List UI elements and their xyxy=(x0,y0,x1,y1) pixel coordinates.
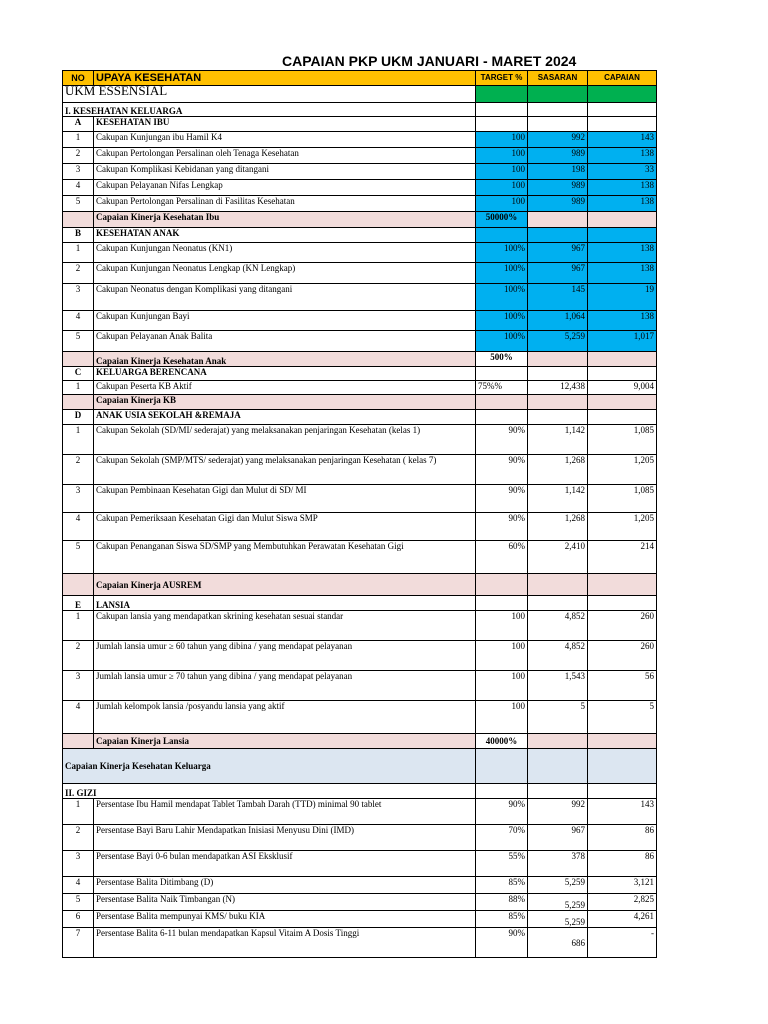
section-title: II. GIZI xyxy=(63,784,476,799)
subsection-row: A KESEHATAN IBU xyxy=(63,117,657,132)
table-row: 7 Persentase Balita 6-11 bulan mendapatkan Kapsul Vitaim A Dosis Tinggi 90% 686 - xyxy=(63,928,657,958)
subsection-row: E LANSIA xyxy=(63,596,657,611)
table-row: 1 Cakupan Peserta KB Aktif 75%% 12,438 9,004 xyxy=(63,381,657,395)
table-row: 4 Jumlah kelompok lansia /posyandu lansia yang aktif 100 5 5 xyxy=(63,701,657,734)
table-row: 3 Cakupan Komplikasi Kebidanan yang ditangani 100 198 33 xyxy=(63,164,657,180)
table-row: 4 Persentase Balita Ditimbang (D) 85% 5,259 3,121 xyxy=(63,877,657,894)
header-no: NO xyxy=(63,71,94,86)
table-row: 6 Persentase Balita mempunyai KMS/ buku KIA 85% 5,259 4,261 xyxy=(63,911,657,928)
ukm-essensial-label: UKM ESSENSIAL xyxy=(63,86,476,103)
section-row xyxy=(63,784,657,799)
table-row: 2 Cakupan Kunjungan Neonatus Lengkap (KN Lengkap) 100% 967 138 xyxy=(63,263,657,284)
table-row: 5 Cakupan Penanganan Siswa SD/SMP yang Membutuhkan Perawatan Kesehatan Gigi 60% 2,410 214 xyxy=(63,541,657,574)
capaian-table xyxy=(62,70,657,958)
kinerja-keluarga-row xyxy=(63,749,657,784)
table-row: 2 Persentase Bayi Baru Lahir Mendapatkan Inisiasi Menyusu Dini (IMD) 70% 967 86 xyxy=(63,825,657,851)
kinerja-keluarga-label: Capaian Kinerja Kesehatan Keluarga xyxy=(63,749,476,784)
subsection-title: KESEHATAN ANAK xyxy=(94,228,476,243)
kinerja-row: Capaian Kinerja Lansia 40000% xyxy=(63,734,657,749)
table-row: 4 Cakupan Kunjungan Bayi 100% 1,064 138 xyxy=(63,311,657,331)
table-row: 1 Cakupan lansia yang mendapatkan skrining kesehatan sesuai standar 100 4,852 260 xyxy=(63,611,657,641)
table-row: 3 Persentase Bayi 0-6 bulan mendapatkan ASI Eksklusif 55% 378 86 xyxy=(63,851,657,877)
table-row: 4 Cakupan Pemeriksaan Kesehatan Gigi dan Mulut Siswa SMP 90% 1,268 1,205 xyxy=(63,513,657,541)
kinerja-row: Capaian Kinerja Kesehatan Ibu 50000% xyxy=(63,212,657,228)
section-title: I. KESEHATAN KELUARGA xyxy=(63,103,476,117)
table-row: 5 Persentase Balita Naik Timbangan (N) 88% 5,259 2,825 xyxy=(63,894,657,911)
header-sasaran: SASARAN xyxy=(528,71,588,86)
subsection-title: KESEHATAN IBU xyxy=(94,117,476,132)
table-row: 5 Cakupan Pertolongan Persalinan di Fasilitas Kesehatan 100 989 138 xyxy=(63,196,657,212)
header-capaian: CAPAIAN xyxy=(588,71,657,86)
kinerja-row: Capaian Kinerja KB xyxy=(63,395,657,410)
subsection-row: C KELUARGA BERENCANA xyxy=(63,367,657,381)
subsection-title: ANAK USIA SEKOLAH &REMAJA xyxy=(94,410,476,425)
subsection-row: B KESEHATAN ANAK xyxy=(63,228,657,243)
kinerja-row: Capaian Kinerja AUSREM xyxy=(63,574,657,596)
table-row: 1 Cakupan Sekolah (SD/MI/ sederajat) yang melaksanakan penjaringan Kesehatan (kelas 1) 90% 1,142 1,085 xyxy=(63,425,657,455)
table-row: 2 Jumlah lansia umur ≥ 60 tahun yang dibina / yang mendapat pelayanan 100 4,852 260 xyxy=(63,641,657,671)
table-row: 1 Cakupan Kunjungan ibu Hamil K4 100 992 143 xyxy=(63,132,657,148)
subsection-row: D ANAK USIA SEKOLAH &REMAJA xyxy=(63,410,657,425)
table-row: 3 Cakupan Neonatus dengan Komplikasi yang ditangani 100% 145 19 xyxy=(63,284,657,311)
kinerja-row: Capaian Kinerja Kesehatan Anak 500% xyxy=(63,352,657,367)
header-row xyxy=(63,71,657,86)
subsection-title: KELUARGA BERENCANA xyxy=(94,367,476,381)
table-row: 4 Cakupan Pelayanan Nifas Lengkap 100 989 138 xyxy=(63,180,657,196)
header-upaya: UPAYA KESEHATAN xyxy=(94,71,476,86)
table-row: 5 Cakupan Pelayanan Anak Balita 100% 5,259 1,017 xyxy=(63,331,657,352)
subsection-title: LANSIA xyxy=(94,596,476,611)
table-row: 3 Jumlah lansia umur ≥ 70 tahun yang dibina / yang mendapat pelayanan 100 1,543 56 xyxy=(63,671,657,701)
table-row: 3 Cakupan Pembinaan Kesehatan Gigi dan Mulut di SD/ MI 90% 1,142 1,085 xyxy=(63,485,657,513)
table-row: 1 Persentase Ibu Hamil mendapat Tablet Tambah Darah (TTD) minimal 90 tablet 90% 992 143 xyxy=(63,799,657,825)
section-row xyxy=(63,103,657,117)
header-target: TARGET % xyxy=(476,71,528,86)
page-title: CAPAIAN PKP UKM JANUARI - MARET 2024 xyxy=(282,53,577,69)
table-row: 2 Cakupan Sekolah (SMP/MTS/ sederajat) yang melaksanakan penjaringan Kesehatan ( kelas 7) 90% 1,268 1,205 xyxy=(63,455,657,485)
table-row: 1 Cakupan Kunjungan Neonatus (KN1) 100% 967 138 xyxy=(63,243,657,263)
table-row: 2 Cakupan Pertolongan Persalinan oleh Tenaga Kesehatan 100 989 138 xyxy=(63,148,657,164)
ukm-essensial-row xyxy=(63,86,657,103)
